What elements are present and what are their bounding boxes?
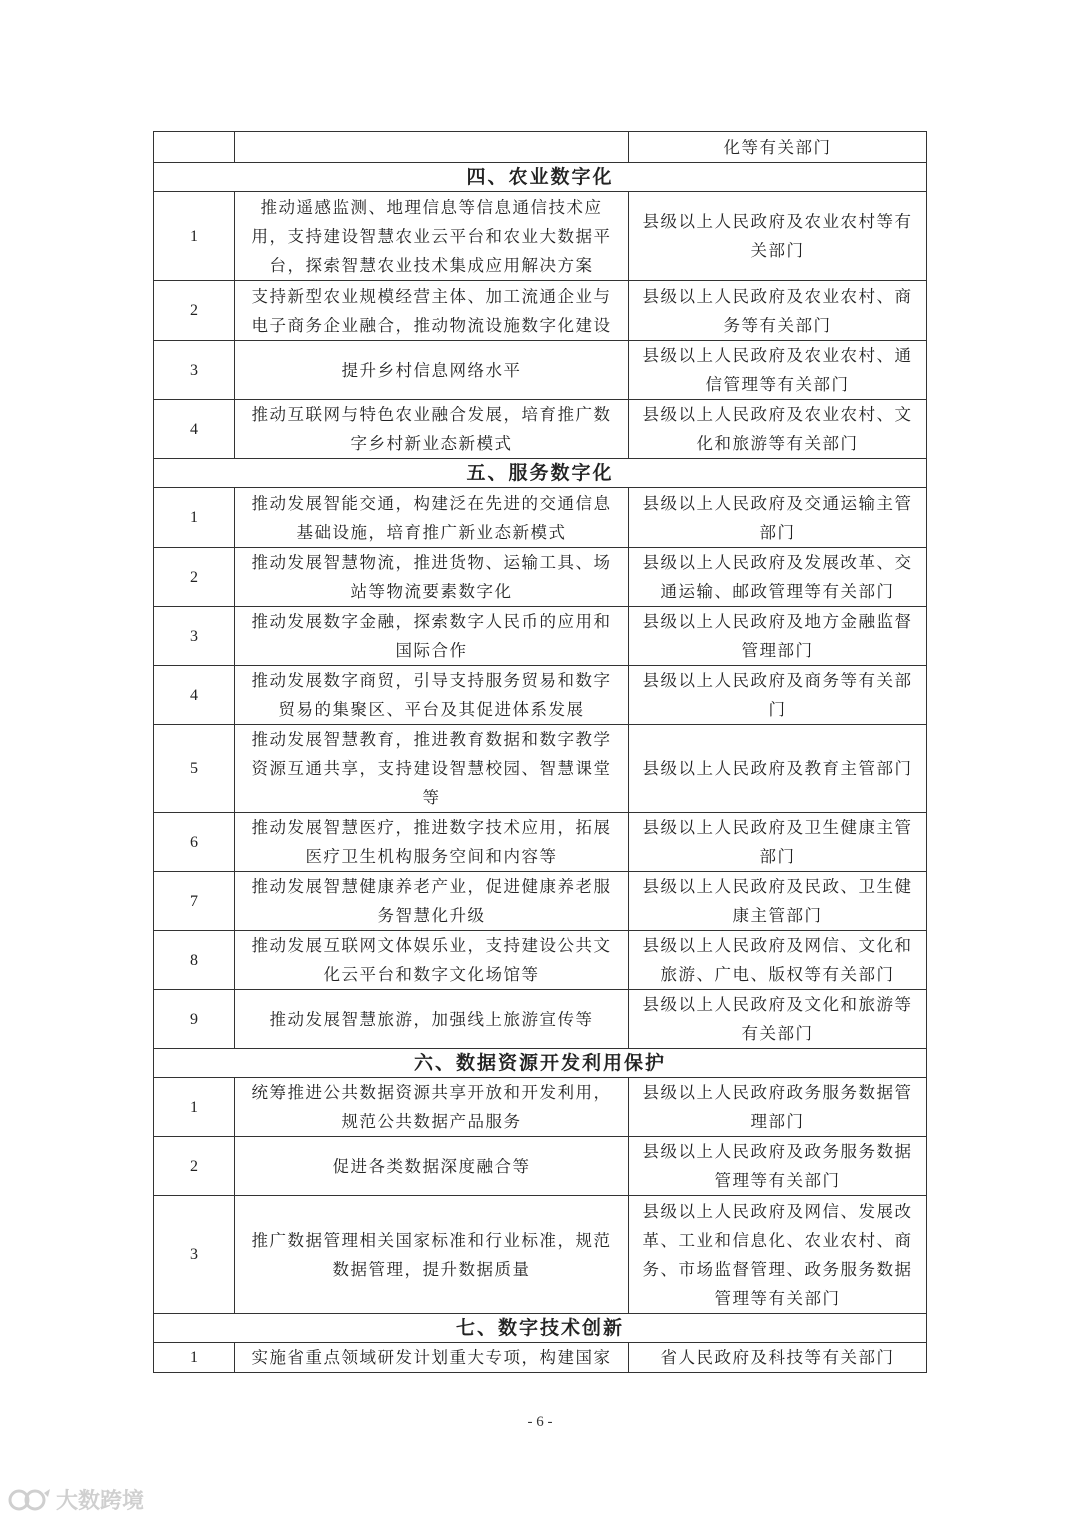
row-number: 2 — [154, 1137, 235, 1196]
task-cell: 推动发展互联网文体娱乐业，支持建设公共文化云平台和数字文化场馆等 — [235, 931, 629, 990]
row-number: 2 — [154, 548, 235, 607]
watermark-logo-icon — [8, 1485, 52, 1515]
row-number: 4 — [154, 666, 235, 725]
row-number: 8 — [154, 931, 235, 990]
page-number: - 6 - — [527, 1414, 553, 1430]
department-cell: 县级以上人民政府政务服务数据管理部门 — [629, 1078, 927, 1137]
table-row — [154, 666, 927, 725]
row-number: 1 — [154, 1078, 235, 1137]
table-row — [154, 1137, 927, 1196]
department-cell: 县级以上人民政府及交通运输主管部门 — [629, 488, 927, 548]
section-header-row — [154, 459, 927, 488]
department-cell: 县级以上人民政府及农业农村、商务等有关部门 — [629, 281, 927, 341]
table-row — [154, 990, 927, 1049]
task-cell: 实施省重点领域研发计划重大专项，构建国家 — [235, 1343, 629, 1373]
section-title: 七、数字技术创新 — [154, 1314, 927, 1343]
section-title: 六、数据资源开发利用保护 — [154, 1049, 927, 1078]
responsibility-table — [153, 131, 927, 1373]
department-cell: 县级以上人民政府及商务等有关部门 — [629, 666, 927, 725]
department-cell: 县级以上人民政府及农业农村、文化和旅游等有关部门 — [629, 400, 927, 459]
department-cell: 省人民政府及科技等有关部门 — [629, 1343, 927, 1373]
table-row — [154, 548, 927, 607]
row-number: 1 — [154, 488, 235, 548]
row-number: 2 — [154, 281, 235, 341]
row-number: 3 — [154, 1196, 235, 1314]
department-cell: 县级以上人民政府及教育主管部门 — [629, 725, 927, 813]
table-row — [154, 1343, 927, 1373]
table-row — [154, 400, 927, 459]
task-cell: 推动发展智慧教育，推进教育数据和数字教学资源互通共享，支持建设智慧校园、智慧课堂等 — [235, 725, 629, 813]
table-row — [154, 813, 927, 872]
task-cell — [235, 132, 629, 163]
department-cell: 县级以上人民政府及政务服务数据管理等有关部门 — [629, 1137, 927, 1196]
table-row — [154, 132, 927, 163]
task-cell: 支持新型农业规模经营主体、加工流通企业与电子商务企业融合，推动物流设施数字化建设 — [235, 281, 629, 341]
table-row — [154, 607, 927, 666]
table-row — [154, 872, 927, 931]
table-row — [154, 341, 927, 400]
task-cell: 推动发展智慧健康养老产业，促进健康养老服务智慧化升级 — [235, 872, 629, 931]
task-cell: 推动发展智慧物流，推进货物、运输工具、场站等物流要素数字化 — [235, 548, 629, 607]
row-number: 4 — [154, 400, 235, 459]
table-row — [154, 192, 927, 281]
row-number: 3 — [154, 341, 235, 400]
row-number: 1 — [154, 192, 235, 281]
task-cell: 推动遥感监测、地理信息等信息通信技术应用，支持建设智慧农业云平台和农业大数据平台，探索智慧农业技术集成应用解决方案 — [235, 192, 629, 281]
table-row — [154, 1078, 927, 1137]
department-cell: 县级以上人民政府及农业农村等有关部门 — [629, 192, 927, 281]
table-body — [154, 132, 927, 1373]
task-cell: 促进各类数据深度融合等 — [235, 1137, 629, 1196]
task-cell: 推动发展智能交通，构建泛在先进的交通信息基础设施，培育推广新业态新模式 — [235, 488, 629, 548]
table-row — [154, 1196, 927, 1314]
row-number: 6 — [154, 813, 235, 872]
table-row — [154, 725, 927, 813]
department-cell: 县级以上人民政府及网信、文化和旅游、广电、版权等有关部门 — [629, 931, 927, 990]
department-cell: 化等有关部门 — [629, 132, 927, 163]
department-cell: 县级以上人民政府及发展改革、交通运输、邮政管理等有关部门 — [629, 548, 927, 607]
table-row — [154, 931, 927, 990]
watermark-text: 大数跨境 — [56, 1489, 145, 1514]
row-number — [154, 132, 235, 163]
task-cell: 推动发展智慧旅游，加强线上旅游宣传等 — [235, 990, 629, 1049]
table-row — [154, 281, 927, 341]
task-cell: 推广数据管理相关国家标准和行业标准，规范数据管理，提升数据质量 — [235, 1196, 629, 1314]
section-header-row — [154, 163, 927, 192]
section-title: 五、服务数字化 — [154, 459, 927, 488]
row-number: 1 — [154, 1343, 235, 1373]
section-title: 四、农业数字化 — [154, 163, 927, 192]
department-cell: 县级以上人民政府及卫生健康主管部门 — [629, 813, 927, 872]
department-cell: 县级以上人民政府及文化和旅游等有关部门 — [629, 990, 927, 1049]
department-cell: 县级以上人民政府及地方金融监督管理部门 — [629, 607, 927, 666]
row-number: 3 — [154, 607, 235, 666]
row-number: 5 — [154, 725, 235, 813]
department-cell: 县级以上人民政府及农业农村、通信管理等有关部门 — [629, 341, 927, 400]
table-row — [154, 488, 927, 548]
watermark — [8, 1484, 144, 1515]
task-cell: 统筹推进公共数据资源共享开放和开发利用，规范公共数据产品服务 — [235, 1078, 629, 1137]
task-cell: 推动互联网与特色农业融合发展，培育推广数字乡村新业态新模式 — [235, 400, 629, 459]
task-cell: 推动发展数字商贸，引导支持服务贸易和数字贸易的集聚区、平台及其促进体系发展 — [235, 666, 629, 725]
task-cell: 推动发展数字金融，探索数字人民币的应用和国际合作 — [235, 607, 629, 666]
row-number: 9 — [154, 990, 235, 1049]
department-cell: 县级以上人民政府及网信、发展改革、工业和信息化、农业农村、商务、市场监督管理、政务服务数据管理等有关部门 — [629, 1196, 927, 1314]
task-cell: 提升乡村信息网络水平 — [235, 341, 629, 400]
section-header-row — [154, 1049, 927, 1078]
row-number: 7 — [154, 872, 235, 931]
department-cell: 县级以上人民政府及民政、卫生健康主管部门 — [629, 872, 927, 931]
section-header-row — [154, 1314, 927, 1343]
task-cell: 推动发展智慧医疗，推进数字技术应用，拓展医疗卫生机构服务空间和内容等 — [235, 813, 629, 872]
